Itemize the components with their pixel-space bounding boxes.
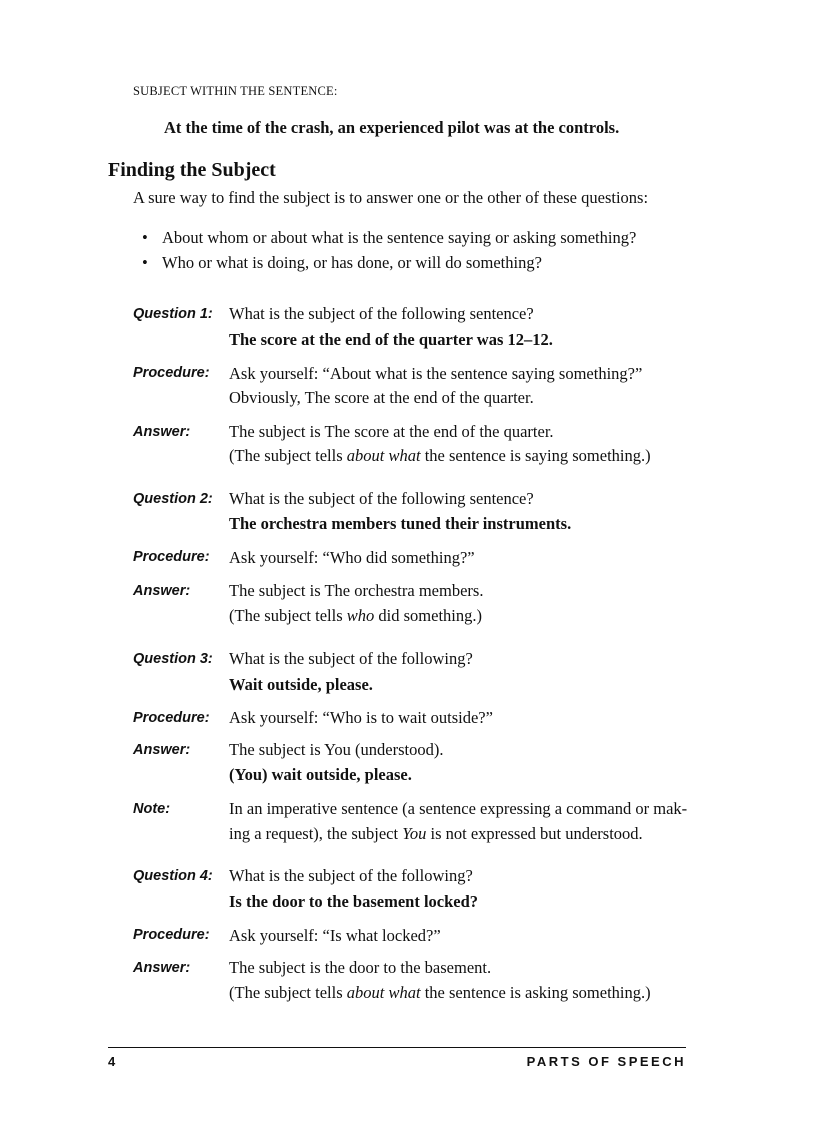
list-item: • About whom or about what is the sentence saying or asking something? <box>140 228 636 253</box>
question-3-label: Question 3: <box>133 651 213 667</box>
question-4-prompt: What is the subject of the following? <box>229 866 473 885</box>
section-heading: Finding the Subject <box>108 159 276 181</box>
question-3-answer-line-1: The subject is You (understood). <box>229 740 444 759</box>
question-3-answer-label: Answer: <box>133 742 191 758</box>
question-2-procedure-label: Procedure: <box>133 549 210 565</box>
question-1-procedure-line-1: Ask yourself: “About what is the sentence saying something?” <box>229 364 643 383</box>
question-3-prompt: What is the subject of the following? <box>229 649 473 668</box>
question-4-procedure-line-1: Ask yourself: “Is what locked?” <box>229 926 441 945</box>
question-2-sentence: The orchestra members tuned their instruments. <box>229 514 572 533</box>
footer-rule <box>108 1047 686 1048</box>
question-1-label: Question 1: <box>133 306 213 322</box>
question-3-note-label: Note: <box>133 801 171 817</box>
page-number: 4 <box>108 1054 116 1069</box>
question-1-procedure-label: Procedure: <box>133 365 210 381</box>
emphasis: about what <box>346 446 421 465</box>
question-1-answer-line-2: (The subject tells about what the sentence is saying something.) <box>229 446 651 465</box>
intro-paragraph: A sure way to find the subject is to answer one or the other of these questions: <box>133 188 649 207</box>
question-1-answer-line-1: The subject is The score at the end of the quarter. <box>229 422 554 441</box>
question-4-label: Question 4: <box>133 868 213 884</box>
question-3-note-line-2: ing a request), the subject You is not expressed but understood. <box>229 824 643 843</box>
intro-example-sentence: At the time of the crash, an experienced pilot was at the controls. <box>164 118 620 137</box>
emphasis: who <box>346 606 375 625</box>
question-4-answer-line-2: (The subject tells about what the sentence is asking something.) <box>229 983 651 1002</box>
question-3-note-line-1: In an imperative sentence (a sentence expressing a command or mak- <box>229 799 688 818</box>
question-4-sentence: Is the door to the basement locked? <box>229 892 479 911</box>
question-2-procedure-line-1: Ask yourself: “Who did something?” <box>229 548 475 567</box>
question-3-procedure-line-1: Ask yourself: “Who is to wait outside?” <box>229 708 493 727</box>
question-2-label: Question 2: <box>133 491 213 507</box>
question-1-prompt: What is the subject of the following sentence? <box>229 304 534 323</box>
section-intro-label: SUBJECT WITHIN THE SENTENCE: <box>133 84 338 98</box>
question-2-answer-line-1: The subject is The orchestra members. <box>229 581 484 600</box>
question-2-answer-line-2: (The subject tells who did something.) <box>229 606 482 625</box>
emphasis: You <box>402 824 427 843</box>
running-footer-title: PARTS OF SPEECH <box>526 1054 686 1069</box>
question-3-answer-line-2: (You) wait outside, please. <box>229 765 412 784</box>
question-list <box>140 228 636 278</box>
question-3-procedure-label: Procedure: <box>133 710 210 726</box>
list-item: • Who or what is doing, or has done, or will do something? <box>140 253 636 278</box>
question-4-answer-label: Answer: <box>133 960 191 976</box>
question-3-sentence: Wait outside, please. <box>229 675 373 694</box>
question-4-answer-line-1: The subject is the door to the basement. <box>229 958 492 977</box>
question-1-answer-label: Answer: <box>133 424 191 440</box>
emphasis: about what <box>346 983 421 1002</box>
question-4-procedure-label: Procedure: <box>133 927 210 943</box>
question-1-procedure-line-2: Obviously, The score at the end of the quarter. <box>229 388 534 407</box>
question-1-sentence: The score at the end of the quarter was 12–12. <box>229 330 553 349</box>
question-2-answer-label: Answer: <box>133 583 191 599</box>
question-2-prompt: What is the subject of the following sentence? <box>229 489 534 508</box>
